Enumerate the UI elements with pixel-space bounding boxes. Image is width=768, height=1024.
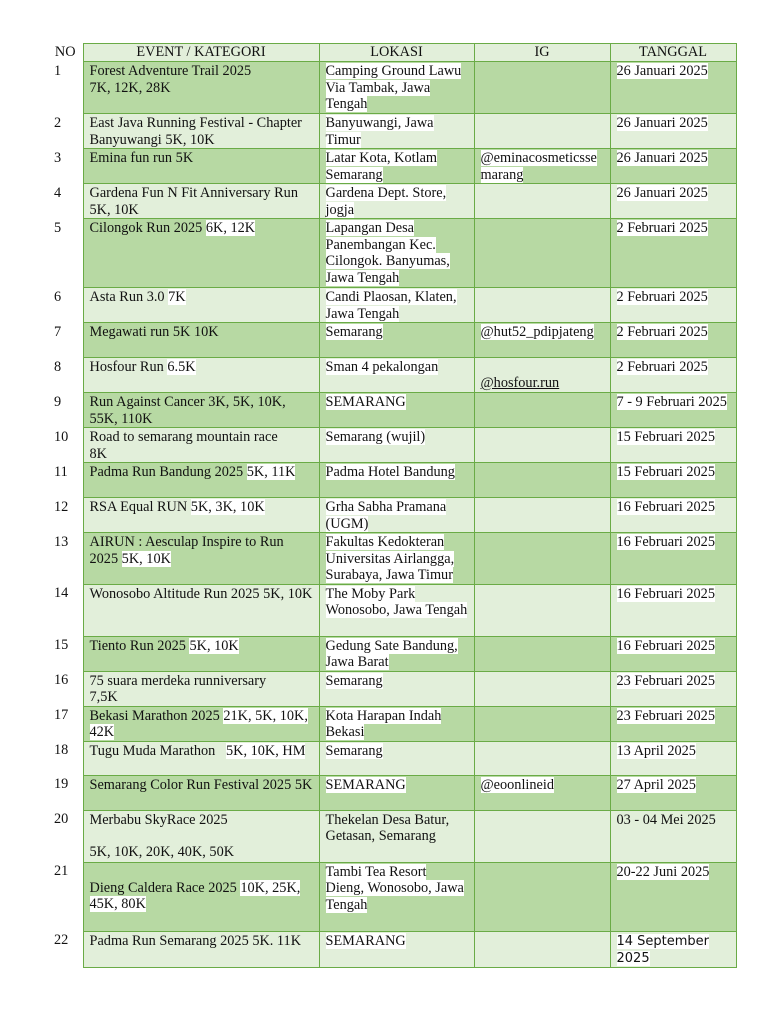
date-text: 7 - 9 Februari 2025: [616, 394, 727, 410]
ig-cell: [474, 393, 610, 428]
date-text: 15 Februari 2025: [616, 429, 715, 445]
event-name: Asta Run 3.0: [89, 289, 165, 305]
event-category: 10K, 25K, 45K, 80K: [89, 879, 301, 912]
ig-spacer: [481, 359, 604, 375]
location-cell: [319, 358, 474, 393]
location-text: The Moby Park Wonosobo, Jawa Tengah: [325, 585, 468, 618]
table-row: [48, 931, 736, 967]
event-category: 3K, 5K, 10K, 55K, 110K: [89, 394, 286, 427]
ig-cell: [474, 862, 610, 931]
event-name: AIRUN : Aesculap Inspire to Run 2025: [89, 534, 284, 567]
event-name: Cilongok Run 2025: [89, 220, 203, 236]
location-text: Kota Harapan Indah Bekasi: [325, 707, 442, 740]
event-category: 7K: [168, 289, 186, 305]
event-name: East Java Running Festival - Chapter Banyuwangi: [89, 115, 302, 148]
row-number: 14: [48, 584, 83, 636]
event-cell: [83, 584, 319, 636]
event-category: 7,5K: [89, 689, 118, 705]
location-cell: [319, 671, 474, 706]
date-cell: [610, 775, 736, 810]
location-cell: [319, 428, 474, 463]
event-name: Wonosobo Altitude Run 2025: [89, 585, 260, 602]
row-number: 9: [48, 393, 83, 428]
event-spacer: [90, 864, 313, 880]
event-name: Gardena Fun N Fit Anniversary Run: [89, 185, 298, 201]
row-number: 11: [48, 463, 83, 498]
date-cell: [610, 62, 736, 114]
date-text: 03 - 04 Mei 2025: [616, 811, 716, 828]
event-name: Emina fun run: [89, 150, 173, 166]
table-row: [48, 533, 736, 585]
event-name: RSA Equal RUN: [89, 499, 188, 515]
row-number: 7: [48, 323, 83, 358]
header-ig: IG: [474, 44, 610, 62]
event-name: Megawati run: [89, 324, 170, 340]
table-row: [48, 428, 736, 463]
ig-cell: [474, 62, 610, 114]
location-text: Fakultas Kedokteran Universitas Airlangga, Surabaya, Jawa Timur: [325, 534, 455, 583]
date-cell: [610, 741, 736, 775]
event-category: 7K, 12K, 28K: [89, 79, 171, 96]
date-cell: [610, 428, 736, 463]
event-name: Dieng Caldera Race 2025: [89, 879, 237, 896]
event-cell: [83, 636, 319, 671]
ig-link[interactable]: @hosfour.run: [480, 375, 560, 391]
date-text: 27 April 2025: [616, 776, 696, 793]
event-category: 6.5K: [167, 359, 196, 375]
row-number: 13: [48, 533, 83, 585]
row-number: 12: [48, 498, 83, 533]
row-number: 4: [48, 184, 83, 219]
ig-cell: [474, 931, 610, 967]
table-row: [48, 636, 736, 671]
row-number: 22: [48, 931, 83, 967]
event-category: 5K, 10K: [165, 131, 215, 148]
event-cell: [83, 62, 319, 114]
location-text: Latar Kota, Kotlam Semarang: [325, 150, 438, 183]
date-text: 20-22 Juni 2025: [616, 863, 710, 880]
event-cell: [83, 114, 319, 149]
date-cell: [610, 393, 736, 428]
date-cell: [610, 323, 736, 358]
table-row: [48, 584, 736, 636]
header-row: [48, 44, 736, 62]
table-row: [48, 184, 736, 219]
ig-cell: [474, 706, 610, 741]
event-category: 5K, 10K, 20K, 40K, 50K: [89, 844, 235, 860]
ig-handle: @eminacosmeticssemarang: [480, 150, 597, 183]
event-category: 5K, 3K, 10K: [190, 499, 265, 515]
event-cell: [83, 931, 319, 967]
ig-cell: [474, 149, 610, 184]
event-category: 8K: [89, 445, 107, 462]
location-cell: [319, 810, 474, 862]
table-row: [48, 393, 736, 428]
ig-handle: @eoonlineid: [480, 776, 555, 793]
table-row: [48, 62, 736, 114]
row-number: 19: [48, 775, 83, 810]
location-cell: [319, 862, 474, 931]
date-text: 23 Februari 2025: [616, 672, 715, 689]
location-text: Semarang: [325, 742, 383, 759]
event-name: Bekasi Marathon 2025: [89, 707, 220, 724]
table-row: [48, 671, 736, 706]
event-category: 5K, 10K: [189, 637, 239, 654]
location-text: Camping Ground Lawu Via Tambak, Jawa Tengah: [325, 63, 462, 112]
ig-cell: [474, 428, 610, 463]
location-cell: [319, 533, 474, 585]
date-cell: [610, 706, 736, 741]
event-name: Road to semarang mountain race: [89, 429, 278, 445]
table-row: [48, 862, 736, 931]
table-row: [48, 114, 736, 149]
table-row: [48, 288, 736, 323]
location-text: SEMARANG: [325, 776, 406, 793]
location-text: Gedung Sate Bandung, Jawa Barat: [325, 637, 458, 670]
date-text: 14 September 2025: [616, 933, 710, 966]
location-text: Padma Hotel Bandung: [325, 464, 455, 480]
location-text: Tambi Tea Resort Dieng, Wonosobo, Jawa Tengah: [325, 863, 464, 913]
location-text: Gardena Dept. Store, jogja: [325, 185, 447, 218]
event-cell: [83, 393, 319, 428]
event-cell: [83, 533, 319, 585]
table-row: [48, 463, 736, 498]
row-number: 10: [48, 428, 83, 463]
row-number: 15: [48, 636, 83, 671]
event-cell: [83, 741, 319, 775]
location-cell: [319, 149, 474, 184]
row-number: 2: [48, 114, 83, 149]
table-row: [48, 810, 736, 862]
date-cell: [610, 114, 736, 149]
location-cell: [319, 931, 474, 967]
event-name: Merbabu SkyRace 2025: [89, 811, 228, 828]
date-cell: [610, 288, 736, 323]
ig-cell: [474, 288, 610, 323]
event-cell: [83, 775, 319, 810]
event-cell: [83, 810, 319, 862]
event-category: 5K: [294, 776, 313, 793]
event-cell: [83, 358, 319, 393]
date-text: 16 Februari 2025: [616, 534, 715, 550]
date-cell: [610, 636, 736, 671]
date-cell: [610, 219, 736, 288]
event-name: Run Against Cancer: [89, 394, 205, 410]
date-text: 16 Februari 2025: [616, 637, 715, 654]
ig-cell: [474, 636, 610, 671]
location-text: Lapangan Desa Panembangan Kec. Cilongok. Banyumas, Jawa Tengah: [325, 220, 450, 286]
event-category: 5K, 10K: [121, 550, 171, 567]
table-row: [48, 741, 736, 775]
date-cell: [610, 810, 736, 862]
event-category: 5K, 10K: [263, 585, 313, 602]
ig-cell: [474, 741, 610, 775]
date-cell: [610, 584, 736, 636]
event-cell: [83, 862, 319, 931]
event-cell: [83, 184, 319, 219]
event-name: Tugu Muda Marathon: [89, 742, 216, 759]
ig-handle: @hut52_pdipjateng: [480, 324, 594, 340]
event-category: 6K, 12K: [205, 220, 256, 236]
date-cell: [610, 358, 736, 393]
event-cell: [83, 428, 319, 463]
event-category: 5K, 11K: [246, 464, 296, 480]
ig-cell: [474, 114, 610, 149]
date-cell: [610, 671, 736, 706]
event-cell: [83, 463, 319, 498]
row-number: 18: [48, 741, 83, 775]
table-row: [48, 219, 736, 288]
location-cell: [319, 636, 474, 671]
date-cell: [610, 533, 736, 585]
location-cell: [319, 184, 474, 219]
event-cell: [83, 323, 319, 358]
location-text: Banyuwangi, Jawa Timur: [325, 115, 434, 148]
row-number: 3: [48, 149, 83, 184]
location-text: Semarang: [325, 672, 383, 689]
ig-cell: [474, 463, 610, 498]
table-row: [48, 775, 736, 810]
location-text: Semarang (wujil): [325, 429, 426, 445]
event-cell: [83, 671, 319, 706]
event-category: 5K, 10K: [89, 201, 139, 218]
location-cell: [319, 463, 474, 498]
location-text: Thekelan Desa Batur, Getasan, Semarang: [325, 811, 450, 844]
date-text: 16 Februari 2025: [616, 585, 715, 602]
ig-cell: [474, 358, 610, 393]
event-category: 5K 10K: [172, 324, 219, 340]
events-table: [48, 43, 737, 968]
row-number: 16: [48, 671, 83, 706]
location-text: Candi Plaosan, Klaten, Jawa Tengah: [325, 289, 457, 322]
date-cell: [610, 862, 736, 931]
date-text: 26 Januari 2025: [616, 63, 708, 79]
date-text: 15 Februari 2025: [616, 464, 715, 480]
location-text: Grha Sabha Pramana (UGM): [325, 499, 447, 532]
location-cell: [319, 62, 474, 114]
event-category: 5K, 10K, HM: [226, 742, 306, 759]
event-name: 75 suara merdeka runniversary: [89, 672, 267, 689]
date-text: 16 Februari 2025: [616, 499, 715, 515]
location-cell: [319, 393, 474, 428]
location-text: Sman 4 pekalongan: [325, 359, 439, 375]
location-cell: [319, 584, 474, 636]
date-cell: [610, 463, 736, 498]
location-cell: [319, 706, 474, 741]
header-lokasi: LOKASI: [319, 44, 474, 62]
date-text: 2 Februari 2025: [616, 289, 708, 305]
row-number: 20: [48, 810, 83, 862]
ig-cell: [474, 671, 610, 706]
ig-cell: [474, 810, 610, 862]
location-cell: [319, 323, 474, 358]
date-cell: [610, 149, 736, 184]
event-name: Semarang Color Run Festival 2025: [89, 776, 292, 793]
date-text: 23 Februari 2025: [616, 707, 715, 724]
event-cell: [83, 498, 319, 533]
date-text: 13 April 2025: [616, 742, 696, 759]
location-text: SEMARANG: [325, 394, 406, 410]
row-number: 17: [48, 706, 83, 741]
location-cell: [319, 498, 474, 533]
location-text: Semarang: [325, 324, 383, 340]
location-cell: [319, 775, 474, 810]
date-text: 26 Januari 2025: [616, 115, 708, 131]
event-name: Hosfour Run: [89, 359, 164, 375]
event-cell: [83, 706, 319, 741]
row-number: 5: [48, 219, 83, 288]
ig-cell: [474, 584, 610, 636]
location-text: SEMARANG: [325, 932, 406, 949]
ig-cell: [474, 323, 610, 358]
event-category: 5K: [175, 150, 194, 166]
event-name: Padma Run Bandung 2025: [89, 464, 244, 480]
ig-cell: [474, 775, 610, 810]
event-cell: [83, 288, 319, 323]
event-category: 21K, 5K, 10K, 42K: [89, 707, 308, 740]
event-category: 5K. 11K: [252, 932, 302, 949]
ig-cell: [474, 533, 610, 585]
event-name: Forest Adventure Trail 2025: [89, 63, 252, 79]
location-cell: [319, 741, 474, 775]
row-number: 6: [48, 288, 83, 323]
date-cell: [610, 931, 736, 967]
date-cell: [610, 498, 736, 533]
date-text: 2 Februari 2025: [616, 324, 708, 340]
table-row: [48, 498, 736, 533]
table-row: [48, 358, 736, 393]
ig-cell: [474, 184, 610, 219]
header-event: EVENT / KATEGORI: [83, 44, 319, 62]
date-text: 2 Februari 2025: [616, 220, 708, 236]
event-spacer: [90, 828, 313, 844]
event-cell: [83, 149, 319, 184]
location-cell: [319, 288, 474, 323]
row-number: 21: [48, 862, 83, 931]
date-text: 2 Februari 2025: [616, 359, 708, 375]
event-name: Padma Run Semarang 2025: [89, 932, 249, 949]
event-cell: [83, 219, 319, 288]
header-no: NO: [48, 44, 83, 62]
event-name: Tiento Run 2025: [89, 637, 186, 654]
table-row: [48, 323, 736, 358]
date-text: 26 Januari 2025: [616, 150, 708, 166]
table-row: [48, 706, 736, 741]
row-number: 8: [48, 358, 83, 393]
date-cell: [610, 184, 736, 219]
ig-cell: [474, 219, 610, 288]
table-row: [48, 149, 736, 184]
ig-cell: [474, 498, 610, 533]
location-cell: [319, 219, 474, 288]
header-tanggal: TANGGAL: [610, 44, 736, 62]
date-text: 26 Januari 2025: [616, 185, 708, 201]
location-cell: [319, 114, 474, 149]
row-number: 1: [48, 62, 83, 114]
